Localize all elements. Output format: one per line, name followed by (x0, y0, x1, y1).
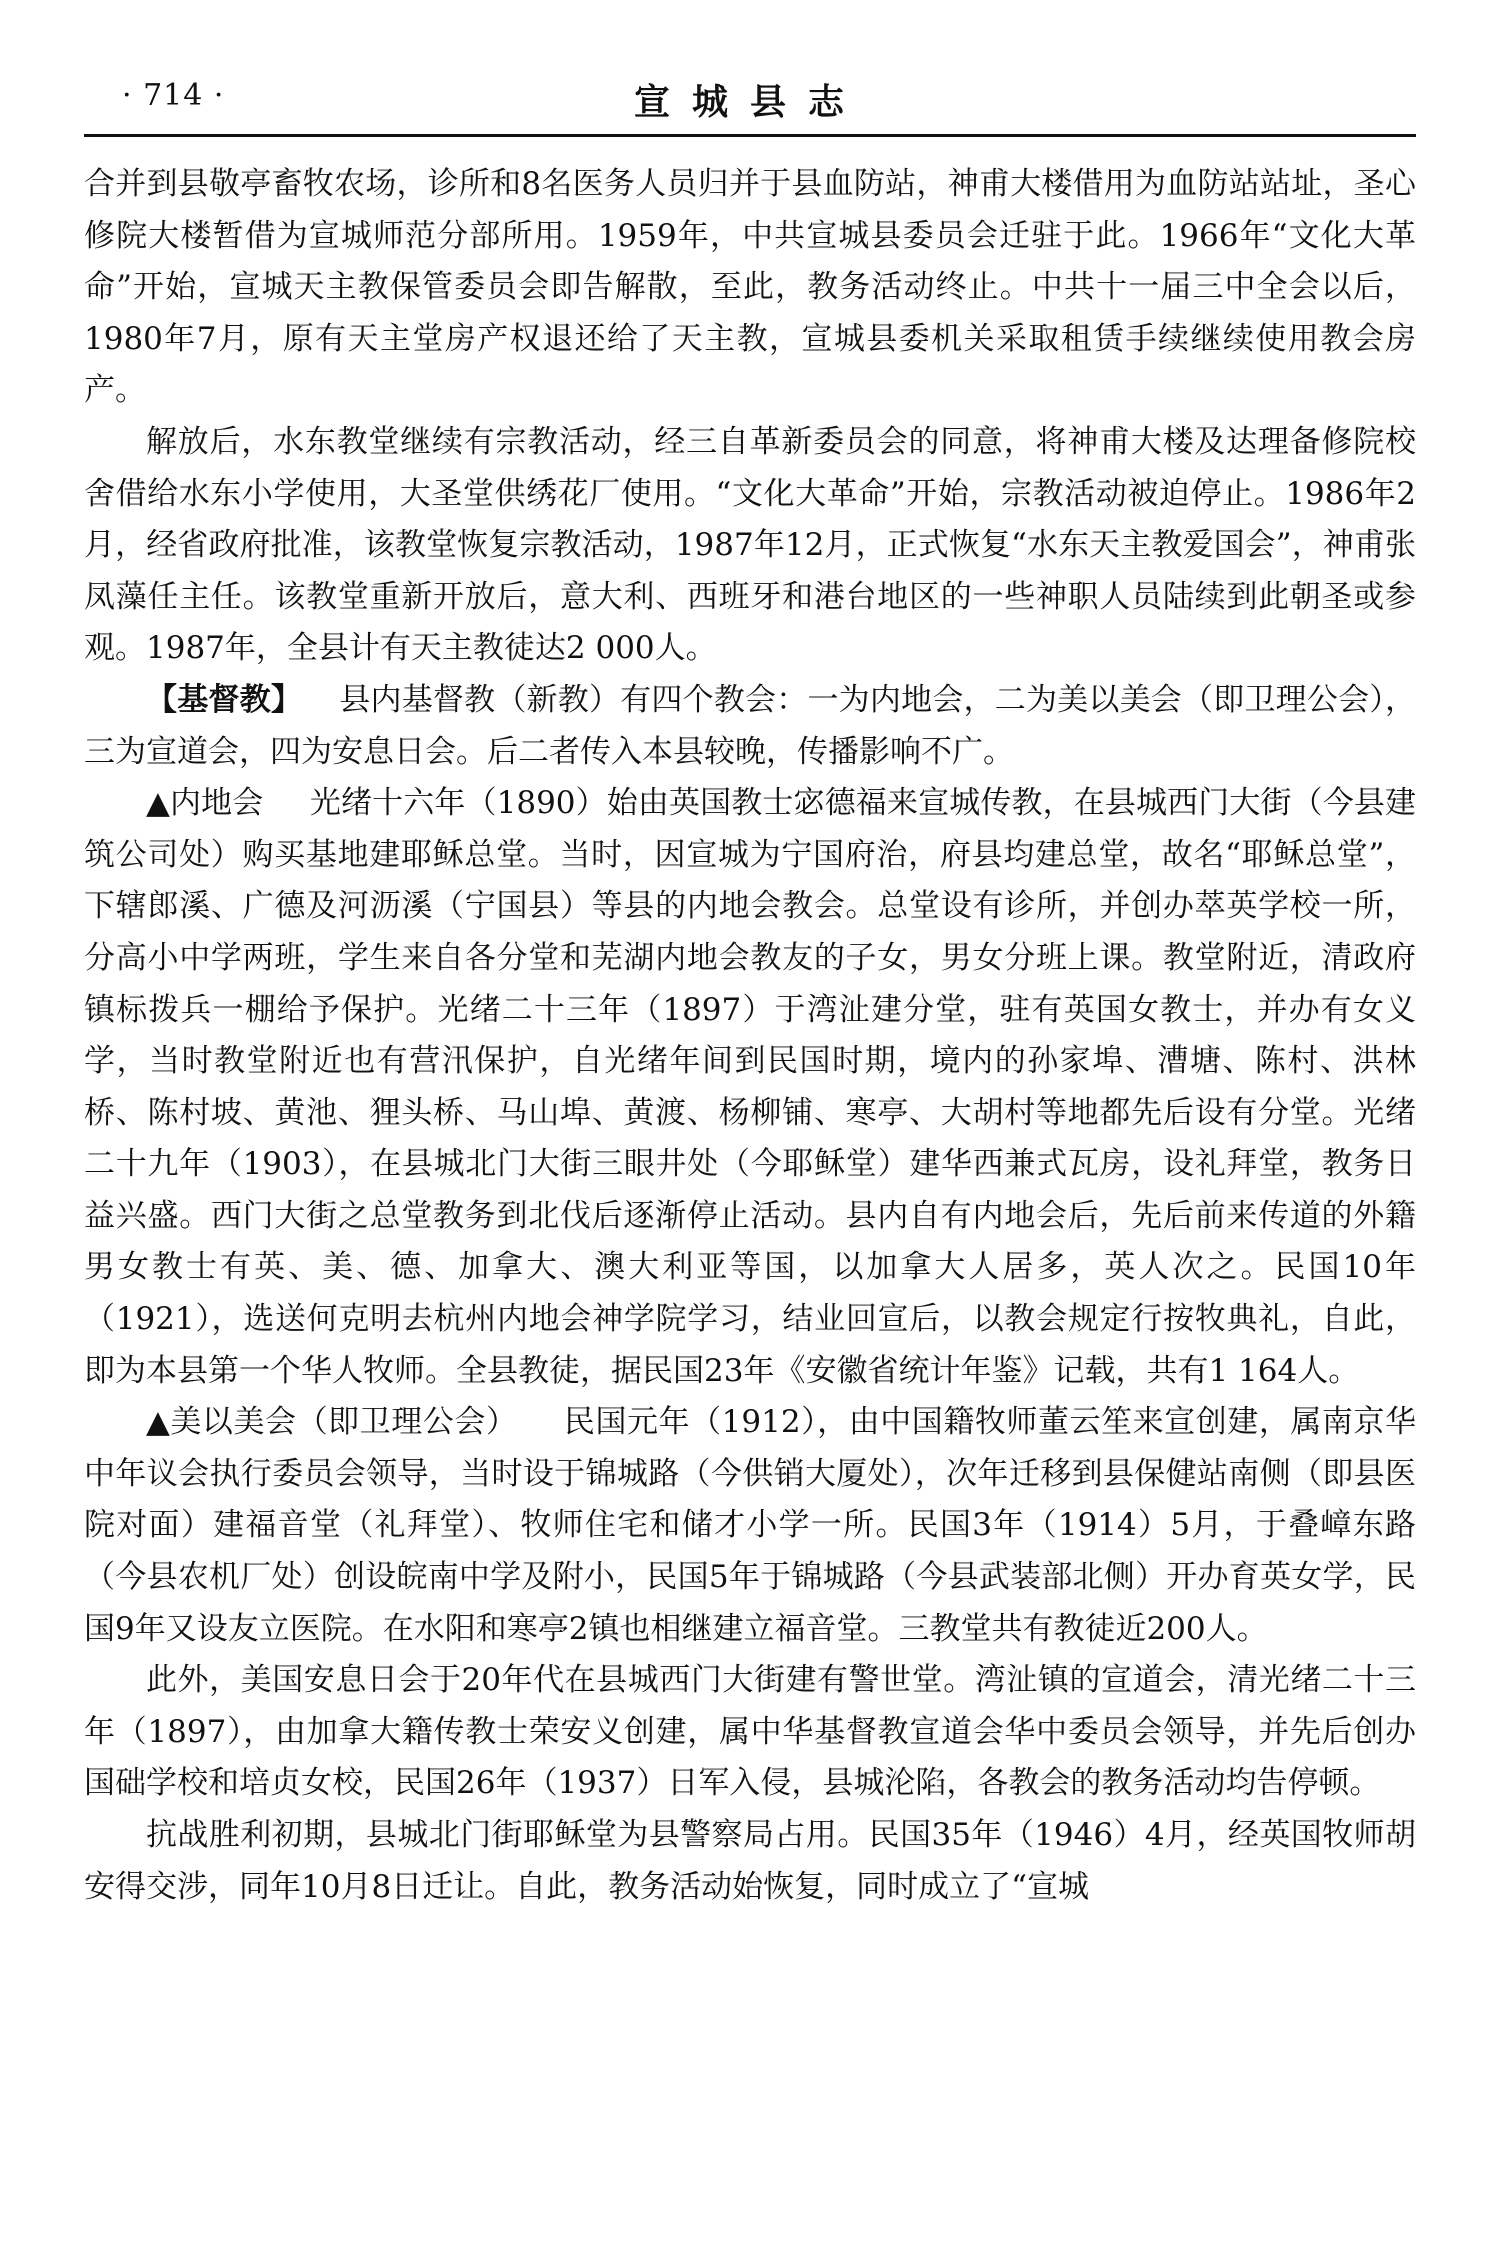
page-body (84, 159, 1416, 1913)
book-page (84, 70, 1416, 1913)
paragraph-methodist (84, 1397, 1416, 1655)
paragraph-inland-mission (84, 778, 1416, 1397)
paragraph-text: 此外，美国安息日会于20年代在县城西门大街建有警世堂。湾沚镇的宣道会，清光绪二十三年（1897），由加拿大籍传教士荣安义创建，属中华基督教宣道会华中委员会领导，并先后创办国础学校和培贞女校，民国26年（1937）日军入侵，县城沦陷，各教会的教务活动均告停顿。 (84, 1662, 1416, 1802)
paragraph-christianity (84, 675, 1416, 778)
paragraph-text: 光绪十六年（1890）始由英国教士宓德福来宣城传教，在县城西门大街（今县建筑公司处）购买基地建耶稣总堂。当时，因宣城为宁国府治，府县均建总堂，故名“耶稣总堂”，下辖郎溪、广德及河沥溪（宁国县）等县的内地会教会。总堂设有诊所，并创办萃英学校一所，分高小中学两班，学生来自各分堂和芜湖内地会教友的子女，男女分班上课。教堂附近，清政府镇标拨兵一棚给予保护。光绪二十三年（1897）于湾沚建分堂，驻有英国女教士，并办有女义学，当时教堂附近也有营汛保护，自光绪年间到民国时期，境内的孙家埠、漕塘、陈村、洪林桥、陈村坡、黄池、狸头桥、马山埠、黄渡、杨柳铺、寒亭、大胡村等地都先后设有分堂。光绪二十九年（1903），在县城北门大街三眼井处（今耶稣堂）建华西兼式瓦房，设礼拜堂，教务日益兴盛。西门大街之总堂教务到北伐后逐渐停止活动。县内自有内地会后，先后前来传道的外籍男女教士有英、美、德、加拿大、澳大利亚等国，以加拿大人居多，英人次之。民国10年（1921），选送何克明去杭州内地会神学院学习，结业回宣后，以教会规定行按牧典礼，自此，即为本县第一个华人牧师。全县教徒，据民国23年《安徽省统计年鉴》记载，共有1 164人。 (84, 785, 1416, 1389)
subsection-heading: ▲内地会 (146, 785, 264, 822)
paragraph (84, 159, 1416, 417)
paragraph-text: 解放后，水东教堂继续有宗教活动，经三自革新委员会的同意，将神甫大楼及达理备修院校舍借给水东小学使用，大圣堂供绣花厂使用。“文化大革命”开始，宗教活动被迫停止。1986年2月，经省政府批准，该教堂恢复宗教活动，1987年12月，正式恢复“水东天主教爱国会”，神甫张凤藻任主任。该教堂重新开放后，意大利、西班牙和港台地区的一些神职人员陆续到此朝圣或参观。1987年，全县计有天主教徒达2 000人。 (84, 423, 1416, 667)
paragraph (84, 1655, 1416, 1810)
paragraph (84, 1810, 1416, 1913)
paragraph-text: 抗战胜利初期，县城北门街耶稣堂为县警察局占用。民国35年（1946）4月，经英国牧师胡安得交涉，同年10月8日迁让。自此，教务活动始恢复，同时成立了“宣城 (84, 1817, 1416, 1905)
page-number: · 714 · (122, 78, 225, 113)
paragraph-text: 民国元年（1912），由中国籍牧师董云笙来宣创建，属南京华中年议会执行委员会领导，当时设于锦城路（今供销大厦处），次年迁移到县保健站南侧（即县医院对面）建福音堂（礼拜堂）、牧师住宅和储才小学一所。民国3年（1914）5月，于叠嶂东路（今县农机厂处）创设皖南中学及附小，民国5年于锦城路（今县武装部北侧）开办育英女学，民国9年又设友立医院。在水阳和寒亭2镇也相继建立福音堂。三教堂共有教徒近200人。 (84, 1404, 1417, 1647)
paragraph-text: 合并到县敬亭畜牧农场，诊所和8名医务人员归并于县血防站，神甫大楼借用为血防站站址，圣心修院大楼暂借为宣城师范分部所用。1959年，中共宣城县委员会迁驻于此。1966年“文化大革命”开始，宣城天主教保管委员会即告解散，至此，教务活动终止。中共十一届三中全会以后，1980年7月，原有天主堂房产权退还给了天主教，宣城县委机关采取租赁手续继续使用教会房产。 (84, 166, 1416, 409)
paragraph-text: 县内基督教（新教）有四个教会：一为内地会，二为美以美会（即卫理公会），三为宣道会，四为安息日会。后二者传入本县较晚，传播影响不广。 (84, 681, 1417, 770)
running-title: 宣城县志 (633, 82, 866, 123)
page-header (84, 70, 1416, 137)
subsection-heading: ▲美以美会（即卫理公会） (146, 1404, 518, 1441)
paragraph (84, 417, 1416, 675)
section-heading: 【基督教】 (146, 681, 303, 718)
